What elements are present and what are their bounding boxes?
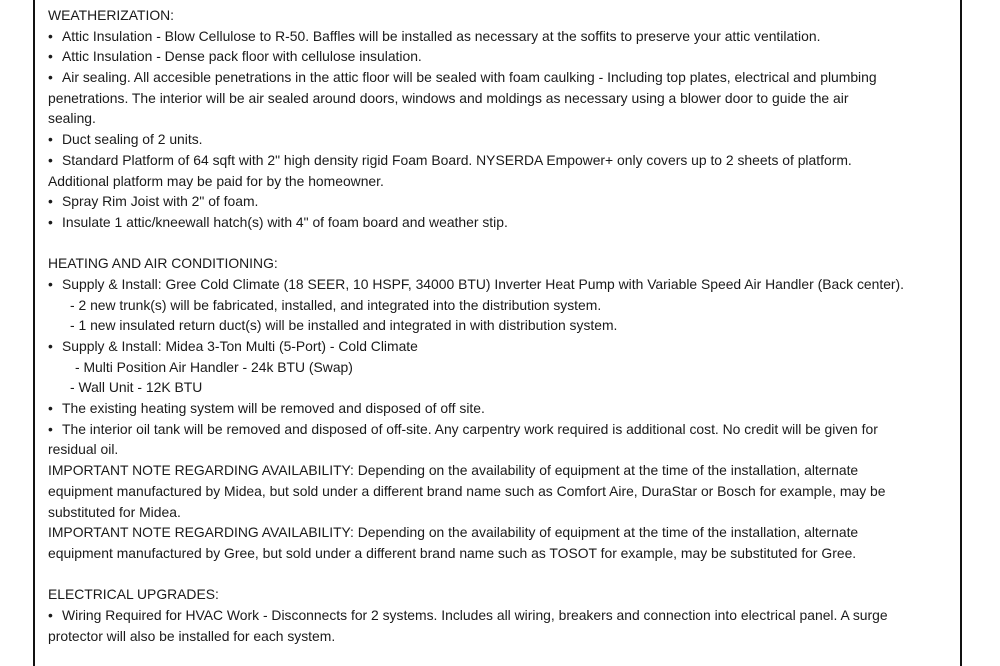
list-item: • The interior oil tank will be removed and disposed of off-site. Any carpentry work required is additional cost. No credit will be given for <box>48 419 958 440</box>
electrical-heading: ELECTRICAL UPGRADES: <box>48 586 219 603</box>
list-item-continuation: protector will also be installed for each system. <box>48 627 336 644</box>
list-item: • Attic Insulation - Blow Cellulose to R-50. Baffles will be installed as necessary at the soffits to preserve your attic ventilation. <box>48 26 958 47</box>
list-item: • Spray Rim Joist with 2" of foam. <box>48 191 958 212</box>
list-item: • The existing heating system will be removed and disposed of off site. <box>48 398 958 419</box>
list-item: • Attic Insulation - Dense pack floor with cellulose insulation. <box>48 46 958 67</box>
availability-note: IMPORTANT NOTE REGARDING AVAILABILITY: Depending on the availability of equipment at the time of the installation, alternate <box>48 524 859 541</box>
sub-list-item: - 1 new insulated return duct(s) will be installed and integrated in with distribution system. <box>70 317 618 334</box>
list-item: • Supply & Install: Gree Cold Climate (18 SEER, 10 HSPF, 34000 BTU) Inverter Heat Pump with Variable Speed Air Handler (Back center). <box>48 274 958 295</box>
availability-note: equipment manufactured by Gree, but sold under a different brand name such as TOSOT for example, may be substituted for Gree. <box>48 544 857 561</box>
hvac-heading: HEATING AND AIR CONDITIONING: <box>48 255 278 272</box>
list-item: • Duct sealing of 2 units. <box>48 129 958 150</box>
list-item-continuation: residual oil. <box>48 441 119 458</box>
section-spacer <box>48 564 958 585</box>
list-item: • Supply & Install: Midea 3-Ton Multi (5-Port) - Cold Climate <box>48 336 958 357</box>
sub-list-item: - Multi Position Air Handler - 24k BTU (Swap) <box>75 358 353 375</box>
scope-of-work-document <box>48 5 958 646</box>
sub-list-item: - 2 new trunk(s) will be fabricated, installed, and integrated into the distribution system. <box>70 296 602 313</box>
list-item: • Wiring Required for HVAC Work - Disconnects for 2 systems. Includes all wiring, breakers and connection into electrical panel. A surge <box>48 605 958 626</box>
sub-list-item: - Wall Unit - 12K BTU <box>70 379 203 396</box>
list-item-continuation: sealing. <box>48 110 96 127</box>
availability-note: IMPORTANT NOTE REGARDING AVAILABILITY: Depending on the availability of equipment at the time of the installation, alternate <box>48 462 859 479</box>
section-spacer <box>48 233 958 254</box>
list-item-continuation: Additional platform may be paid for by the homeowner. <box>48 172 384 189</box>
availability-note: equipment manufactured by Midea, but sold under a different brand name such as Comfort Aire, DuraStar or Bosch for example, may be <box>48 482 886 499</box>
list-item: • Insulate 1 attic/kneewall hatch(s) with 4" of foam board and weather stip. <box>48 212 958 233</box>
list-item: • Standard Platform of 64 sqft with 2" high density rigid Foam Board. NYSERDA Empower+ only covers up to 2 sheets of platform. <box>48 150 958 171</box>
list-item-continuation: penetrations. The interior will be air sealed around doors, windows and moldings as necessary using a blower door to guide the air <box>48 89 849 106</box>
availability-note: substituted for Midea. <box>48 503 181 520</box>
weatherization-heading: WEATHERIZATION: <box>48 7 175 23</box>
list-item: • Air sealing. All accesible penetrations in the attic floor will be sealed with foam caulking - Including top plates, electrical and plumbing <box>48 67 958 88</box>
